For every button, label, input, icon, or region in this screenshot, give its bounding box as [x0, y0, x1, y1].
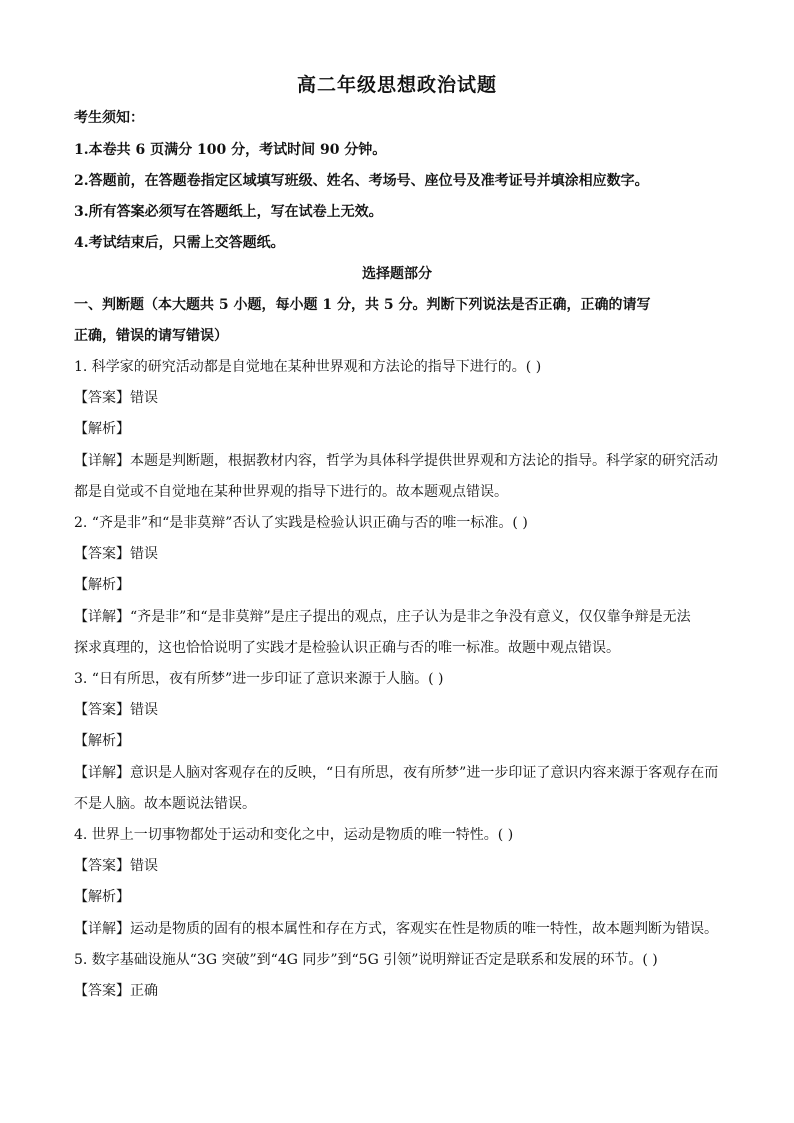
notice-item: 4.考试结束后，只需上交答题纸。 — [74, 235, 285, 251]
detail-text: 本题是判断题，根据教材内容，哲学为具体科学提供世界观和方法论的指导。科学家的研究活动 — [130, 453, 718, 469]
detail-label: 【详解】 — [74, 609, 130, 625]
detail-label: 【详解】 — [74, 453, 130, 469]
notice-item: 3.所有答案必须写在答题纸上，写在试卷上无效。 — [74, 204, 383, 220]
answer-value: 错误 — [130, 546, 158, 562]
notice-item: 1.本卷共 6 页满分 100 分，考试时间 90 分钟。 — [74, 142, 387, 158]
detail-text: 意识是人脑对客观存在的反映，“日有所思，夜有所梦”进一步印证了意识内容来源于客观存在而 — [130, 765, 719, 781]
analysis-label: 【解析】 — [74, 421, 130, 437]
detail-text: 探求真理的，这也恰恰说明了实践才是检验认识正确与否的唯一标准。故题中观点错误。 — [74, 640, 620, 656]
analysis-label: 【解析】 — [74, 733, 130, 749]
detail-row — [74, 919, 734, 939]
answer-row — [74, 544, 734, 564]
answer-label: 【答案】 — [74, 702, 130, 718]
page-title: 高二年级思想政治试题 — [296, 74, 497, 96]
answer-value: 错误 — [130, 858, 158, 874]
answer-value: 正确 — [130, 983, 158, 999]
part-one-instructions: 一、判断题（本大题共 5 小题，每小题 1 分，共 5 分。判断下列说法是否正确，正确的请写 — [74, 297, 651, 313]
notice-heading: 考生须知： — [74, 110, 144, 126]
answer-value: 错误 — [130, 702, 158, 718]
answer-row — [74, 981, 734, 1001]
answer-label: 【答案】 — [74, 546, 130, 562]
detail-row — [74, 451, 734, 471]
answer-value: 错误 — [130, 390, 158, 406]
analysis-label: 【解析】 — [74, 889, 130, 905]
analysis-label: 【解析】 — [74, 577, 130, 593]
section-title: 选择题部分 — [362, 266, 432, 282]
detail-row — [74, 607, 734, 627]
answer-label: 【答案】 — [74, 390, 130, 406]
detail-label: 【详解】 — [74, 765, 130, 781]
answer-row — [74, 388, 734, 408]
question-stem: 4. 世界上一切事物都处于运动和变化之中，运动是物质的唯一特性。( ) — [74, 827, 514, 843]
detail-row — [74, 763, 734, 783]
detail-text: 不是人脑。故本题说法错误。 — [74, 796, 256, 812]
answer-label: 【答案】 — [74, 983, 130, 999]
notice-item: 2.答题前，在答题卷指定区域填写班级、姓名、考场号、座位号及准考证号并填涂相应数字。 — [74, 173, 649, 189]
answer-row — [74, 856, 734, 876]
detail-text: 运动是物质的固有的根本属性和存在方式，客观实在性是物质的唯一特性，故本题判断为错误。 — [130, 921, 718, 937]
question-stem: 2. “齐是非”和“是非莫辩”否认了实践是检验认识正确与否的唯一标准。( ) — [74, 515, 528, 531]
detail-text: “齐是非”和“是非莫辩”是庄子提出的观点，庄子认为是非之争没有意义，仅仅靠争辩是无法 — [130, 609, 691, 625]
question-stem: 3. “日有所思，夜有所梦”进一步印证了意识来源于人脑。( ) — [74, 671, 444, 687]
answer-row — [74, 700, 734, 720]
detail-label: 【详解】 — [74, 921, 130, 937]
answer-label: 【答案】 — [74, 858, 130, 874]
question-stem: 1. 科学家的研究活动都是自觉地在某种世界观和方法论的指导下进行的。( ) — [74, 359, 542, 375]
part-one-instructions-cont: 正确，错误的请写错误） — [74, 328, 228, 344]
question-stem: 5. 数字基础设施从“3G 突破”到“4G 同步”到“5G 引领”说明辩证否定是联系和发展的环节。( ) — [74, 952, 658, 968]
detail-text: 都是自觉或不自觉地在某种世界观的指导下进行的。故本题观点错误。 — [74, 484, 508, 500]
